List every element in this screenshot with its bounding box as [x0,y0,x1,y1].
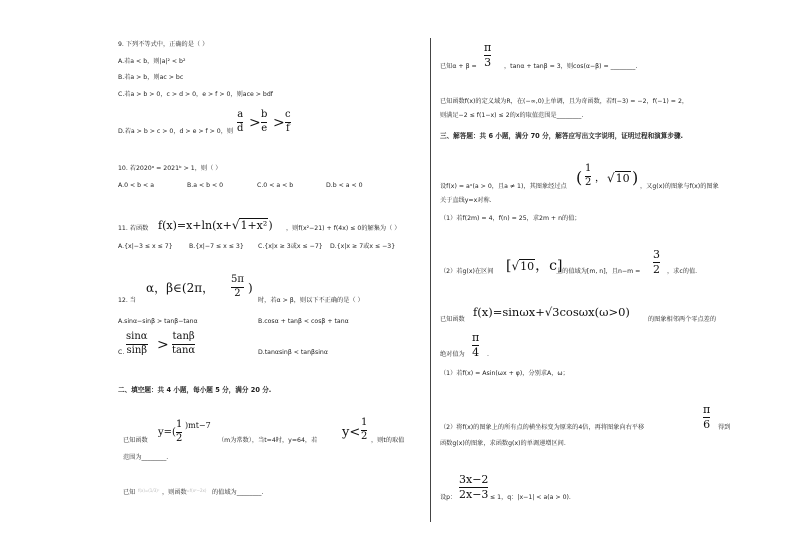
numerator: π [484,41,492,54]
q10-option-a: A.0 < b < a [118,182,154,189]
q13-inequality-frac [361,418,367,442]
numerator: 5π [231,274,244,285]
q12-condition-b: ) [248,281,253,295]
denominator: tanα [172,344,196,356]
q17-point-open: ( [576,168,583,187]
numerator: a [237,109,244,120]
q15-frac [484,42,491,68]
q13-prefix: 已知函数 [123,437,148,444]
q9-option-d-prefix: D.若a > b > c > 0，d > e > f > 0，则 [118,128,234,135]
numerator: tanβ [172,331,195,342]
denominator: 2 [234,287,241,299]
formula-part: f(x)=x+ln(x+ [158,219,232,232]
numerator: 3 [653,248,660,261]
q12-frac-sin [126,332,148,356]
q14-faint-formula: f(x)=(1/3)ˣ [138,488,160,493]
q17-point-sep: ， [595,173,605,184]
q14-faint-formula-2: y=f(x²−2x) [184,488,207,493]
q14-tail: 的值域为________. [212,489,264,496]
q12-option-d: D.tanαsinβ < tanβsinα [258,349,328,356]
denominator: sinβ [126,344,148,356]
q13-text: （m为常数），当t=4时，y=64，若 [218,437,318,444]
q17-point-root: √10 [607,171,630,185]
q18-part2-frac [703,404,710,430]
radicand: 10 [520,260,535,273]
greater-than: > [157,337,169,353]
q17-part2-tail: ，求c的值. [667,268,698,275]
numerator: 1 [361,417,368,428]
q13-formula-frac [176,420,182,444]
q15-text: ，tanα + tanβ = 3，则cos(α−β) = ________. [504,63,638,70]
q19-frac [459,474,488,500]
radicand: 1+x² [240,219,268,232]
denominator: 2 [361,430,368,442]
q9-option-b: B.若a > b，则ac > bc [118,74,184,81]
denominator: 2 [585,176,592,188]
q13-inequality: y< [342,425,361,440]
q15-prefix: 已知α + β = [440,63,477,70]
q18-line2: 绝对值为 [440,351,465,358]
q11-option-a: A.{x|−3 ≤ x ≤ 7} [118,243,173,250]
q18-part2-prefix: （2）将f(x)的图象上的所有点的横坐标变为原来的4倍，再将图象向右平移 [440,424,645,431]
q16-line2: 则满足−2 ≤ f(1−x) ≤ 2的x的取值范围是________. [440,112,584,119]
numerator: sinα [126,331,148,342]
q17-part2-prefix: （2）若g(x)在区间 [440,268,494,275]
q10-option-d: D.b < a < 0 [326,182,363,189]
denominator: f [285,122,290,134]
greater-than: > [273,115,285,131]
section-3-heading: 三、解答题：共 6 小题，满分 70 分，解答应写出文字说明，证明过程和演算步骤. [440,132,684,140]
q9-frac-a-d [237,110,243,134]
bracket: ，c] [535,258,563,274]
numerator: 1 [585,163,592,174]
q14-prefix: 已知 [123,489,136,496]
q19-tail: ≤ 1，q：|x−1| < a(a > 0). [490,494,571,501]
q10-stem: 10. 若2020ᵃ = 2021ᵇ > 1，则（ ） [118,165,222,172]
q18-formula: f(x)=sinωx+√3cosωx(ω>0) [473,305,630,319]
q13-tail: ，则t的取值 [371,437,405,444]
section-2-heading: 二、填空题：共 4 小题，每小题 5 分，满分 20 分. [118,386,272,394]
q12-condition-frac [231,275,244,299]
q12-prefix: 12. 当 [118,297,136,304]
denominator: 2 [176,432,183,444]
denominator: 3 [484,55,492,69]
denominator: 4 [472,345,480,359]
q16-line1: 已知函数f(x)的定义域为R，在(−∞,0)上单调，且为奇函数，若f(−3) = −2，f(−1) = 2， [440,98,689,105]
q14-middle: ，则函数 [162,489,187,496]
q17-part2-frac [653,249,660,275]
q12-option-b: B.cosα + tanβ < cosβ + tanα [258,318,349,325]
q17-line2: 关于直线y=x对称. [440,197,492,204]
q10-option-b: B.a < b < 0 [187,182,224,189]
q12-option-c-label: C. [118,349,125,356]
q13-line2: 范围为________. [123,454,169,461]
q12-suffix: 时，若α > β，则以下不正确的是（ ） [258,297,364,304]
q17-interval: [√10，c] [506,258,563,274]
bracket: [ [506,258,512,274]
q9-frac-b-e [261,110,267,134]
radicand: 10 [615,172,630,185]
q11-prefix: 11. 若函数 [118,225,149,232]
q17-point-close: ) [632,168,639,187]
q11-option-d: D.{x|x ≥ 7或x ≤ −3} [330,243,396,250]
denominator: e [261,122,268,134]
q12-frac-tan [172,332,195,356]
q18-prefix: 已知函数 [440,316,465,323]
q19-prefix: 设p： [440,494,457,501]
q9-frac-c-f [285,110,291,134]
q18-tail: 的图象相邻两个零点差的 [648,316,717,323]
q18-part2-tail: 得到 [718,424,731,431]
numerator: π [703,403,711,416]
q12-option-a: A.sinα−sinβ > tanβ−tanα [118,318,198,325]
denominator: 2 [653,262,660,276]
denominator: 6 [703,417,711,431]
numerator: 1 [176,419,183,430]
greater-than: > [249,115,261,131]
q11-option-c: C.{x|x ≥ 3或x ≤ −7} [258,243,323,250]
q18-part2-line2: 函数g(x)的图象，求函数g(x)的单调递增区间. [440,440,566,447]
numerator: 3x−2 [459,473,489,486]
q11-suffix: ，则f(x²−21) + f(4x) ≤ 0的解集为（ ） [286,225,401,232]
denominator: 2x−3 [459,487,489,501]
q18-frac [472,332,479,358]
q9-stem: 9. 下列不等式中，正确的是（ ） [118,41,209,48]
denominator: d [237,122,244,134]
column-divider [430,38,431,522]
q17-point-frac [585,164,591,188]
q17-part2-mid: 上的值域为[m, n]，且n−m = [556,268,641,275]
q13-formula-exp: )mt−7 [185,421,211,430]
q18-part1: （1）若f(x) = Asin(ωx + φ)，分别求A，ω； [440,370,569,377]
numerator: b [261,109,268,120]
q17-tail: ，又g(x)的图象与f(x)的图象 [640,183,719,190]
q10-option-c: C.0 < a < b [257,182,294,189]
q9-option-a: A.若a < b，则|a|² < b² [118,58,186,65]
q13-formula-lhs: y=( [158,427,176,438]
q11-option-b: B.{x|−7 ≤ x ≤ 3} [189,243,244,250]
formula-part: ) [268,219,273,232]
q17-part1: （1）若f(2m) = 4，f(n) = 25，求2m + n的值； [440,215,581,222]
numerator: c [285,109,291,120]
q18-line2-tail: . [487,351,489,358]
numerator: π [472,331,480,344]
q12-condition-a: α，β∈(2π， [146,281,215,295]
q17-prefix: 设f(x) = aˣ(a > 0，且a ≠ 1)，其图象经过点 [440,183,567,190]
q11-formula: f(x)=x+ln(x+√1+x²) [158,218,273,232]
q9-option-c: C.若a > b > 0，c > d > 0，e > f > 0，则ace > bdf [118,91,273,98]
